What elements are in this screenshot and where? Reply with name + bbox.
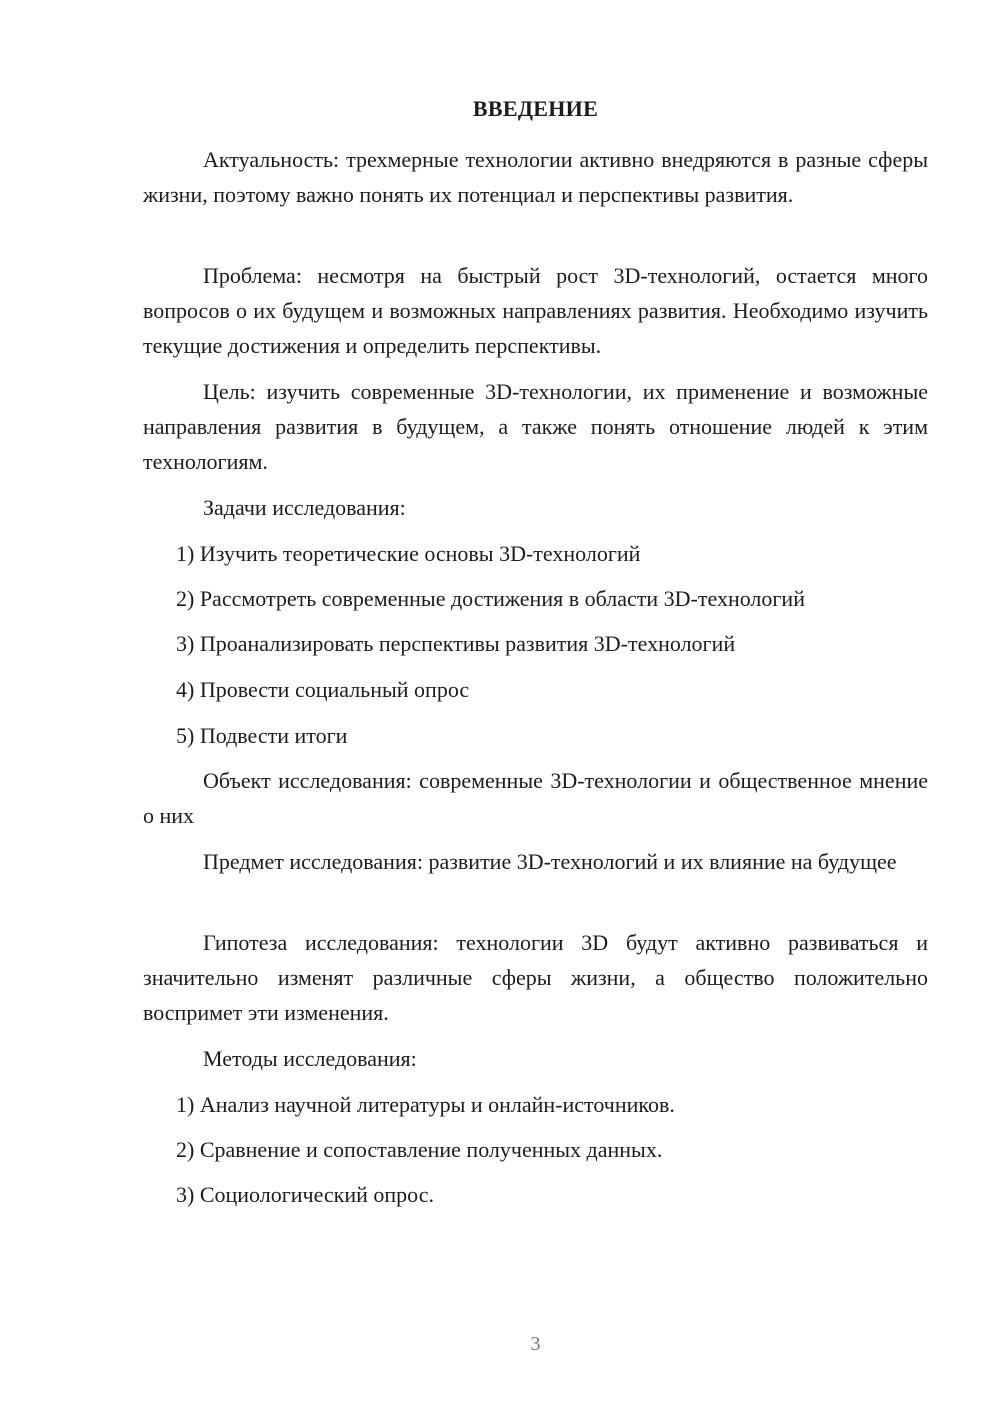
subject-paragraph: Предмет исследования: развитие 3D-технологий и их влияние на будущее [203, 849, 897, 874]
task-item: 1) Изучить теоретические основы 3D-технологий [176, 541, 641, 566]
task-item: 3) Проанализировать перспективы развития 3D-технологий [176, 631, 736, 656]
method-item: 1) Анализ научной литературы и онлайн-источников. [176, 1092, 675, 1117]
problem-paragraph: Проблема: несмотря на быстрый рост 3D-технологий, остается много вопросов о их будущем и возможных направлениях развития. Необходимо изучить текущие достижения и определить перспективы. [143, 263, 928, 358]
method-item: 2) Сравнение и сопоставление полученных данных. [176, 1137, 663, 1162]
tasks-title: Задачи исследования: [203, 495, 406, 520]
method-item: 3) Социологический опрос. [176, 1182, 434, 1207]
page-number: 3 [530, 1333, 541, 1355]
hypothesis-paragraph: Гипотеза исследования: технологии 3D будут активно развиваться и значительно изменят различные сферы жизни, а общество положительно воспримет эти изменения. [143, 930, 928, 1025]
task-item: 5) Подвести итоги [176, 723, 348, 748]
section-heading: ВВЕДЕНИЕ [472, 96, 599, 121]
task-item: 4) Провести социальный опрос [176, 677, 470, 702]
object-paragraph: Объект исследования: современные 3D-технологии и общественное мнение о них [143, 768, 928, 828]
task-item: 2) Рассмотреть современные достижения в области 3D-технологий [176, 586, 805, 611]
relevance-paragraph: Актуальность: трехмерные технологии активно внедряются в разные сферы жизни, поэтому важно понять их потенциал и перспективы развития. [143, 147, 928, 207]
methods-title: Методы исследования: [203, 1046, 417, 1071]
goal-paragraph: Цель: изучить современные 3D-технологии, их применение и возможные направления развития в будущем, а также понять отношение людей к этим технологиям. [143, 379, 928, 474]
document-page [143, 0, 928, 1414]
